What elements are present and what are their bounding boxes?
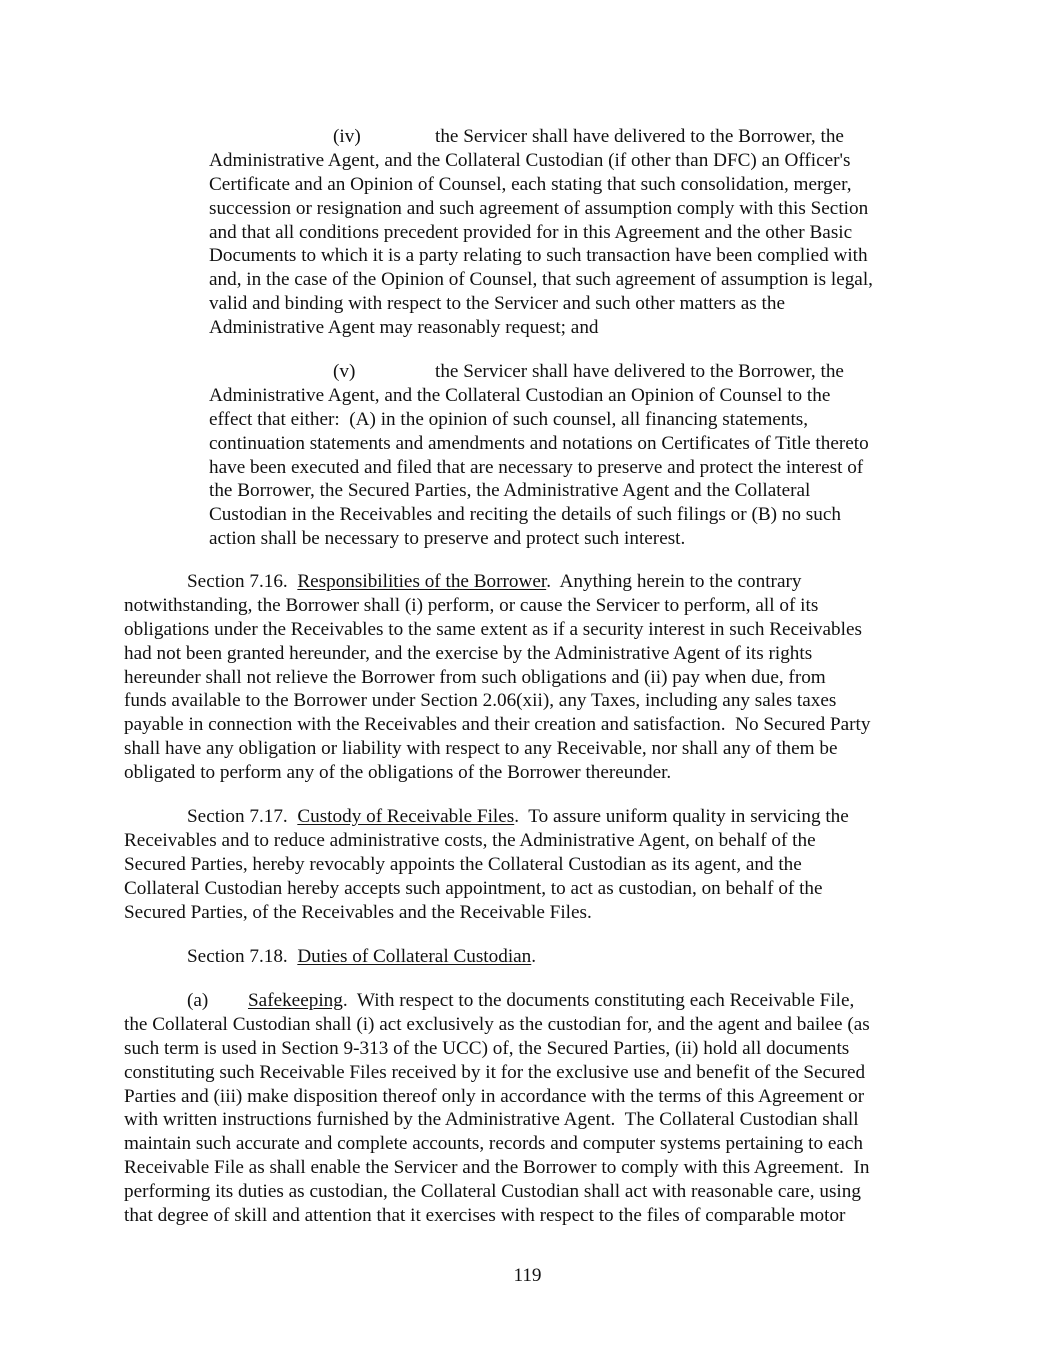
text-line: constituting such Receivable Files received by it for the exclusive use and benefit of the Secured <box>124 1061 866 1083</box>
section-number: Section 7.17. <box>187 806 288 827</box>
text-line: Collateral Custodian hereby accepts such appointment, to act as custodian, on behalf of the <box>124 877 823 899</box>
text-line: Parties and (iii) make disposition thereof only in accordance with the terms of this Agreement or <box>124 1085 865 1107</box>
text-line: notwithstanding, the Borrower shall (i) perform, or cause the Servicer to perform, all of its <box>124 594 819 616</box>
clause-first-line: . With respect to the documents constituting each Receivable File, <box>342 990 855 1011</box>
text-line: hereunder shall not relieve the Borrower from such obligations and (ii) pay when due, from <box>124 666 826 688</box>
paragraph-lines <box>209 149 873 340</box>
section-heading: Responsibilities of the Borrower <box>297 571 547 592</box>
paragraph-lines <box>124 1013 870 1228</box>
paragraph-lines <box>209 384 869 551</box>
section-7-18 <box>124 945 536 969</box>
section-first-line: . To assure uniform quality in servicing the <box>514 806 849 827</box>
text-line: shall have any obligation or liability with respect to any Receivable, nor shall any of them be <box>124 738 838 760</box>
text-line: Receivable File as shall enable the Servicer and the Borrower to comply with this Agreement. In <box>124 1157 870 1179</box>
section-number: Section 7.18. <box>187 946 288 967</box>
section-first-line: . <box>531 946 537 967</box>
paragraph-lines <box>124 829 849 925</box>
section-number: Section 7.16. <box>187 571 288 592</box>
text-line: payable in connection with the Receivables and their creation and satisfaction. No Secured Party <box>124 714 871 736</box>
section-7-16 <box>124 570 870 785</box>
text-line: Administrative Agent may reasonably request; and <box>209 317 599 339</box>
text-line: Documents to which it is a party relating to such transaction have been complied with <box>209 245 868 267</box>
section-heading: Custody of Receivable Files <box>297 806 515 827</box>
paragraph-lines <box>124 594 870 785</box>
clause-heading: Safekeeping <box>248 990 343 1011</box>
section-7-17 <box>124 805 849 924</box>
clause-first-line: the Servicer shall have delivered to the Borrower, the <box>435 361 844 382</box>
clause-label: (v) <box>333 361 356 382</box>
text-line: Secured Parties, hereby revocably appoints the Collateral Custodian as its agent, and the <box>124 853 802 875</box>
text-line: valid and binding with respect to the Servicer and such other matters as the <box>209 293 785 315</box>
text-line: continuation statements and amendments and notations on Certificates of Title thereto <box>209 432 869 454</box>
page-number: 119 <box>513 1265 542 1286</box>
clause-label: (a) <box>187 990 209 1011</box>
text-line: and that all conditions precedent provided for in this Agreement and the other Basic <box>209 221 853 243</box>
text-line: obligated to perform any of the obligations of the Borrower thereunder. <box>124 762 672 784</box>
text-line: maintain such accurate and complete accounts, records and computer systems pertaining to each <box>124 1133 863 1155</box>
text-line: with written instructions furnished by the Administrative Agent. The Collateral Custodian shall <box>124 1109 859 1131</box>
text-line: effect that either: (A) in the opinion of such counsel, all financing statements, <box>209 408 809 430</box>
text-line: Secured Parties, of the Receivables and the Receivable Files. <box>124 901 592 923</box>
text-line: have been executed and filed that are necessary to preserve and protect the interest of <box>209 456 864 478</box>
text-line: Custodian in the Receivables and reciting the details of such filings or (B) no such <box>209 504 841 526</box>
clause-a-safekeeping <box>124 989 870 1228</box>
clause-iv <box>209 125 873 340</box>
text-line: that degree of skill and attention that it exercises with respect to the files of comparable motor <box>124 1205 846 1227</box>
text-line: action shall be necessary to preserve and protect such interest. <box>209 528 686 550</box>
text-line: Administrative Agent, and the Collateral Custodian an Opinion of Counsel to the <box>209 384 831 406</box>
text-line: funds available to the Borrower under Section 2.06(xii), any Taxes, including any sales taxes <box>124 690 837 712</box>
text-line: performing its duties as custodian, the Collateral Custodian shall act with reasonable care, using <box>124 1181 861 1203</box>
clause-v <box>209 360 869 551</box>
text-line: Administrative Agent, and the Collateral Custodian (if other than DFC) an Officer's <box>209 149 851 171</box>
section-first-line: . Anything herein to the contrary <box>546 571 802 592</box>
text-line: obligations under the Receivables to the same extent as if a security interest in such Receivables <box>124 618 862 640</box>
text-line: Receivables and to reduce administrative costs, the Administrative Agent, on behalf of the <box>124 829 816 851</box>
text-line: the Borrower, the Secured Parties, the Administrative Agent and the Collateral <box>209 480 811 502</box>
text-line: Certificate and an Opinion of Counsel, each stating that such consolidation, merger, <box>209 173 852 195</box>
text-line: succession or resignation and such agreement of assumption comply with this Section <box>209 197 869 219</box>
text-line: such term is used in Section 9-313 of the UCC) of, the Secured Parties, (ii) hold all documents <box>124 1037 850 1059</box>
clause-label: (iv) <box>333 126 361 147</box>
text-line: and, in the case of the Opinion of Counsel, that such agreement of assumption is legal, <box>209 269 873 291</box>
text-line: had not been granted hereunder, and the exercise by the Administrative Agent of its rights <box>124 642 813 664</box>
text-line: the Collateral Custodian shall (i) act exclusively as the custodian for, and the agent and bailee (as <box>124 1013 870 1035</box>
clause-first-line: the Servicer shall have delivered to the Borrower, the <box>435 126 844 147</box>
section-heading: Duties of Collateral Custodian <box>297 946 532 967</box>
